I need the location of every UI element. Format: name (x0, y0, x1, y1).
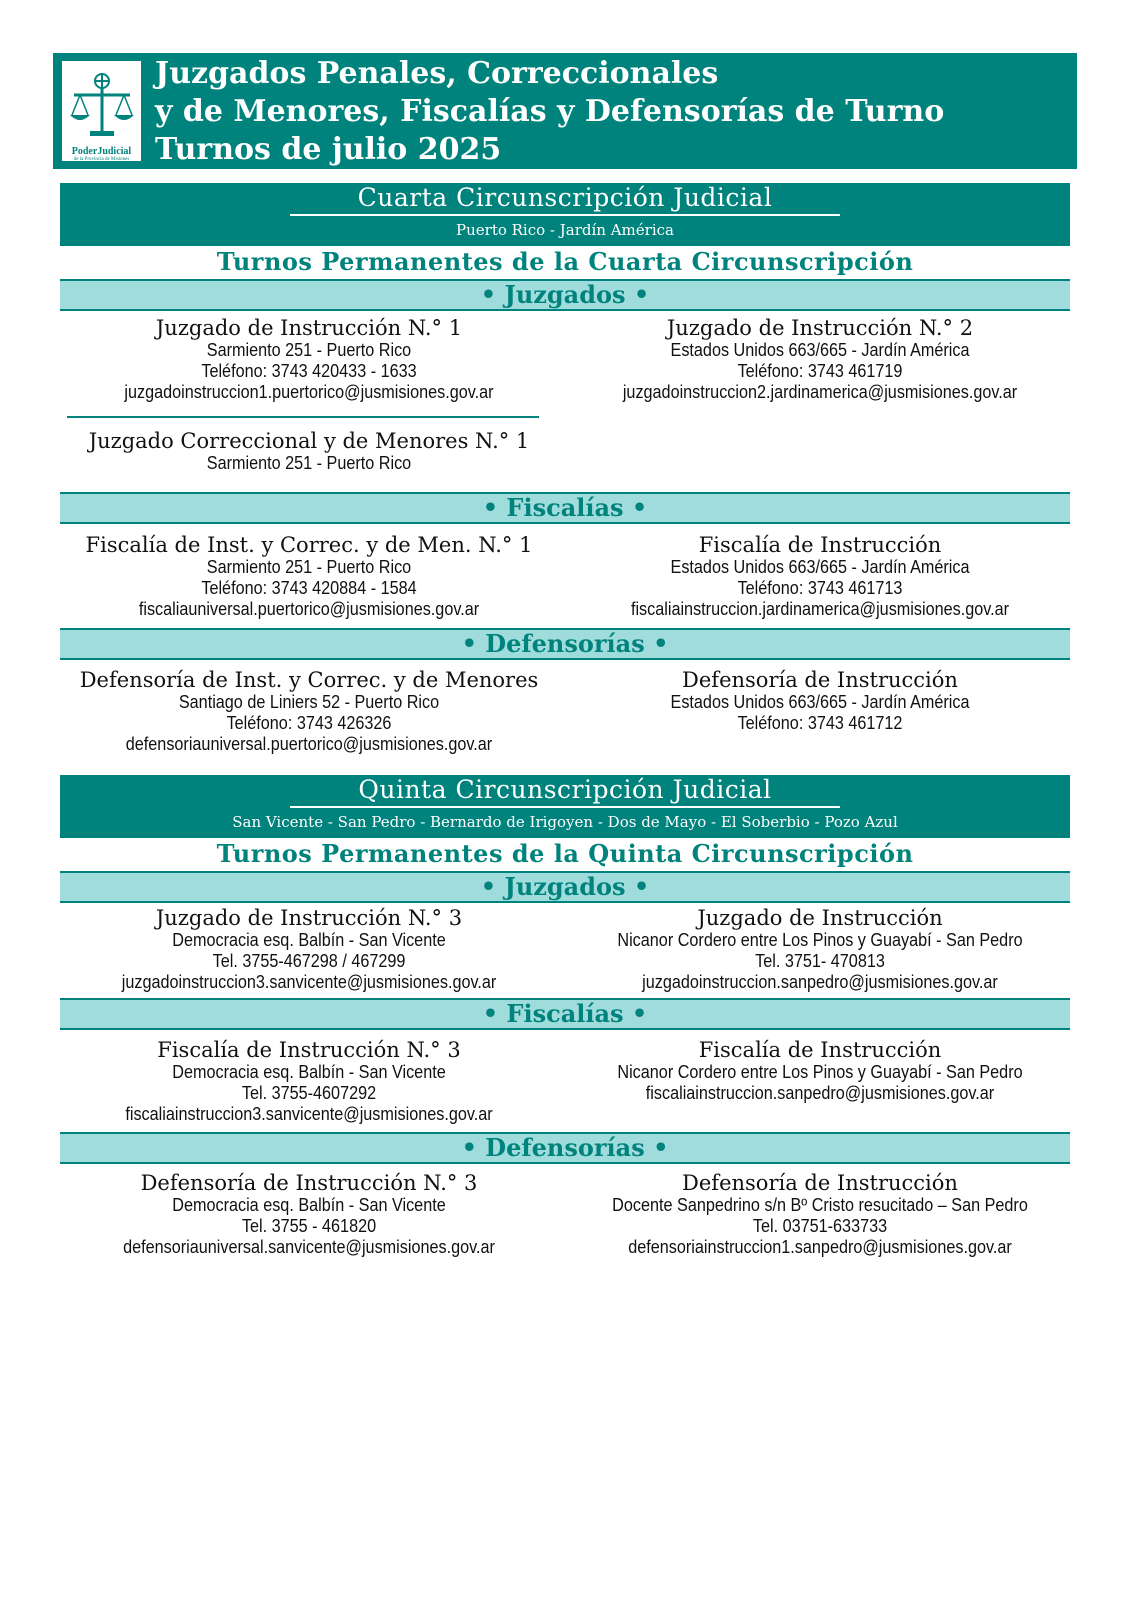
entry-address: Estados Unidos 663/665 - Jardín América (670, 340, 970, 360)
entry-name: Defensoría de Instrucción (682, 1171, 958, 1195)
cuarta-juzgado-2 (560, 316, 1080, 403)
quinta-fiscalia-3 (49, 1038, 569, 1125)
cuarta-juzgados-bar: • Juzgados • (60, 279, 1070, 311)
entry-phone: Teléfono: 3743 420884 - 1584 (201, 578, 417, 598)
entry-email: defensoriainstruccion1.sanpedro@jusmisiones.gov.ar (628, 1237, 1012, 1257)
page-header (53, 53, 1077, 169)
title-line-1: Juzgados Penales, Correccionales (155, 56, 719, 91)
poder-judicial-logo (61, 60, 142, 162)
entry-address: Estados Unidos 663/665 - Jardín América (670, 557, 970, 577)
entry-address: Sarmiento 251 - Puerto Rico (206, 557, 412, 577)
scales-of-justice-icon (70, 71, 134, 143)
quinta-title: Quinta Circunscripción Judicial (358, 775, 772, 804)
entry-address: Nicanor Cordero entre Los Pinos y Guayabí - San Pedro (617, 1062, 1023, 1082)
logo-subtext: de la Provincia de Misiones (73, 157, 130, 162)
entry-address: Sarmiento 251 - Puerto Rico (206, 340, 412, 360)
entry-address: Democracia esq. Balbín - San Vicente (172, 1062, 446, 1082)
entry-phone: Teléfono: 3743 461713 (737, 578, 903, 598)
title-line-2: y de Menores, Fiscalías y Defensorías de Turno (155, 94, 945, 129)
cuarta-fiscalia-2 (560, 533, 1080, 620)
entry-phone: Tel. 3755-467298 / 467299 (212, 951, 406, 971)
entry-name: Fiscalía de Instrucción (698, 533, 942, 557)
cuarta-defensoria-2 (560, 668, 1080, 734)
entry-name: Defensoría de Instrucción (682, 668, 958, 692)
entry-email: fiscaliainstruccion3.sanvicente@jusmisiones.gov.ar (125, 1104, 493, 1124)
cuarta-permanent-title: Turnos Permanentes de la Cuarta Circunscripción (216, 247, 914, 276)
quinta-fiscalia-sanpedro (560, 1038, 1080, 1104)
entry-email: juzgadoinstruccion2.jardinamerica@jusmisiones.gov.ar (622, 382, 1018, 402)
entry-email: juzgadoinstruccion3.sanvicente@jusmisiones.gov.ar (121, 972, 497, 992)
cuarta-subtitle: Puerto Rico - Jardín América (456, 221, 674, 239)
entry-name: Juzgado de Instrucción N.° 3 (155, 906, 463, 930)
entry-name: Defensoría de Inst. y Correc. y de Menores (79, 668, 539, 692)
entry-phone: Tel. 3751- 470813 (755, 951, 885, 971)
page-title (155, 55, 944, 169)
entry-name: Fiscalía de Instrucción N.° 3 (157, 1038, 461, 1062)
entry-address: Democracia esq. Balbín - San Vicente (172, 930, 446, 950)
entry-phone: Tel. 3755 - 461820 (241, 1216, 377, 1236)
entry-email: fiscaliauniversal.puertorico@jusmisiones.gov.ar (138, 599, 480, 619)
quinta-juzgado-3 (49, 906, 569, 993)
entry-phone: Teléfono: 3743 420433 - 1633 (201, 361, 417, 381)
quinta-juzgado-sanpedro (560, 906, 1080, 993)
entry-phone: Teléfono: 3743 426326 (226, 713, 392, 733)
cuarta-fiscalia-1 (49, 533, 569, 620)
cuarta-circunscripcion-banner (60, 183, 1070, 246)
entry-phone: Tel. 3755-4607292 (241, 1083, 377, 1103)
entry-divider (67, 416, 539, 418)
quinta-defensoria-sanpedro (560, 1171, 1080, 1258)
title-line-3: Turnos de julio 2025 (155, 132, 502, 167)
quinta-defensoria-3 (49, 1171, 569, 1258)
cuarta-defensorias-bar: • Defensorías • (60, 628, 1070, 660)
entry-phone: Tel. 03751-633733 (752, 1216, 888, 1236)
quinta-circunscripcion-banner (60, 775, 1070, 838)
entry-email: defensoriauniversal.puertorico@jusmisiones.gov.ar (125, 734, 493, 754)
entry-address: Estados Unidos 663/665 - Jardín América (670, 692, 970, 712)
quinta-defensorias-bar: • Defensorías • (60, 1132, 1070, 1164)
quinta-permanent-title: Turnos Permanentes de la Quinta Circunscripción (216, 839, 914, 868)
entry-name: Juzgado de Instrucción N.° 2 (666, 316, 974, 340)
entry-name: Defensoría de Instrucción N.° 3 (140, 1171, 478, 1195)
quinta-subtitle: San Vicente - San Pedro - Bernardo de Irigoyen - Dos de Mayo - El Soberbio - Pozo Azul (232, 813, 898, 831)
entry-address: Nicanor Cordero entre Los Pinos y Guayabí - San Pedro (617, 930, 1023, 950)
cuarta-fiscalias-bar: • Fiscalías • (60, 492, 1070, 524)
entry-name: Juzgado de Instrucción (697, 906, 943, 930)
entry-email: juzgadoinstruccion.sanpedro@jusmisiones.gov.ar (642, 972, 998, 992)
entry-email: fiscaliainstruccion.jardinamerica@jusmisiones.gov.ar (630, 599, 1010, 619)
entry-address: Democracia esq. Balbín - San Vicente (172, 1195, 446, 1215)
quinta-juzgados-bar: • Juzgados • (60, 871, 1070, 903)
entry-address: Docente Sanpedrino s/n Bº Cristo resucitado – San Pedro (612, 1195, 1028, 1215)
entry-email: defensoriauniversal.sanvicente@jusmisiones.gov.ar (123, 1237, 495, 1257)
entry-phone: Teléfono: 3743 461712 (737, 713, 903, 733)
cuarta-juzgado-correccional (49, 429, 569, 474)
entry-address: Santiago de Liniers 52 - Puerto Rico (178, 692, 440, 712)
entry-name: Juzgado Correccional y de Menores N.° 1 (88, 429, 530, 453)
logo-text: PoderJudicial (71, 146, 132, 157)
quinta-fiscalias-bar: • Fiscalías • (60, 998, 1070, 1030)
entry-email: fiscaliainstruccion.sanpedro@jusmisiones.gov.ar (645, 1083, 995, 1103)
entry-phone: Teléfono: 3743 461719 (737, 361, 903, 381)
entry-email: juzgadoinstruccion1.puertorico@jusmisiones.gov.ar (124, 382, 494, 402)
entry-name: Fiscalía de Inst. y Correc. y de Men. N.° 1 (85, 533, 533, 557)
cuarta-title: Cuarta Circunscripción Judicial (357, 183, 773, 212)
entry-name: Juzgado de Instrucción N.° 1 (155, 316, 463, 340)
cuarta-defensoria-1 (49, 668, 569, 755)
cuarta-juzgado-1 (49, 316, 569, 403)
entry-address: Sarmiento 251 - Puerto Rico (206, 453, 412, 473)
entry-name: Fiscalía de Instrucción (698, 1038, 942, 1062)
